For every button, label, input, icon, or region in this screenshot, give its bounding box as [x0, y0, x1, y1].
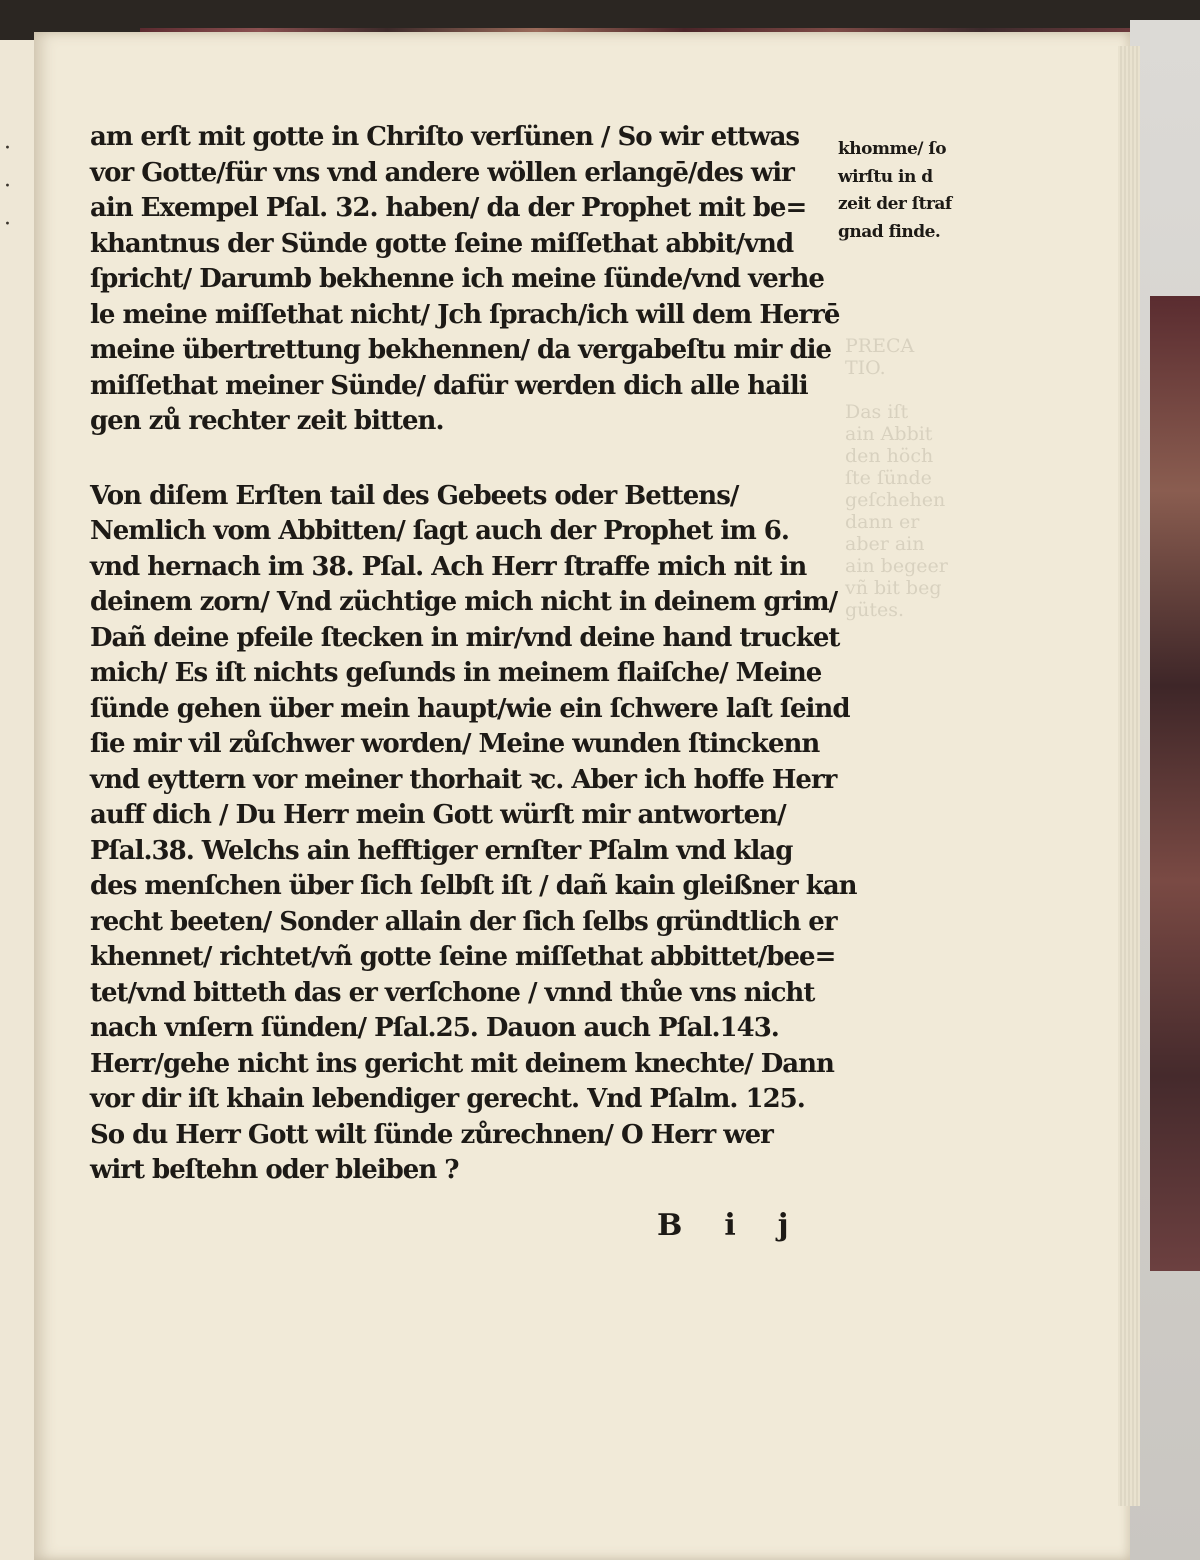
- text-line: des menſchen über ſich ſelbſt iſt / dañ kain gleißner kan: [90, 871, 857, 901]
- show-through-text: PRECA TIO. Das iſt ain Abbit den höch ſte ſünde geſchehen dann er aber ain ain begeer vñ bit beg gütes.: [845, 335, 948, 621]
- text-line: gen zů rechter zeit bitten.: [90, 406, 444, 436]
- text-line: nach vnſern ſünden/ Pſal.25. Dauon auch Pſal.143.: [90, 1013, 779, 1043]
- text-line: ain Exempel Pſal. 32. haben/ da der Prophet mit be=: [90, 193, 807, 223]
- margin-note: [838, 136, 978, 246]
- signature-number: ij: [724, 1208, 831, 1243]
- paragraph-gap: [90, 440, 835, 479]
- margin-note-line: gnad finde.: [838, 221, 941, 242]
- text-line: Herr/gehe nicht ins gericht mit deinem knechte/ Dann: [90, 1048, 834, 1079]
- text-line: Nemlich vom Abbitten/ ſagt auch der Prophet im 6.: [90, 516, 789, 546]
- margin-note-line: khomme/ ſo: [838, 139, 947, 159]
- marbled-board-right: [1150, 296, 1200, 1271]
- signature-mark: [657, 1208, 831, 1243]
- text-line: ſpricht/ Darumb bekhenne ich meine ſünde/vnd verhe: [90, 264, 824, 294]
- text-line: le meine miſſethat nicht/ Jch ſprach/ich will dem Herrē: [90, 299, 840, 330]
- text-line: auff dich / Du Herr mein Gott würſt mir antworten/: [90, 800, 786, 830]
- main-text-block: [90, 120, 857, 1189]
- margin-note-line: zeit der ſtraf: [838, 194, 952, 214]
- text-line: ſünde gehen über mein haupt/wie ein ſchwere laſt ſeind: [90, 693, 850, 724]
- text-line: mich/ Es iſt nichts geſunds in meinem flaiſche/ Meine: [90, 658, 822, 688]
- page-block-edges: [1118, 46, 1140, 1506]
- facing-page-edge: [0, 40, 35, 1560]
- text-line: vor Gotte/für vns vnd andere wöllen erlangē/des wir: [90, 157, 794, 188]
- text-line: Dañ deine pfeile ſtecken in mir/vnd deine hand trucket: [90, 622, 840, 653]
- text-line: Von diſem Erſten tail des Gebeets oder Bettens/: [90, 480, 739, 511]
- text-line: vor dir iſt khain lebendiger gerecht. Vnd Pſalm. 125.: [90, 1084, 805, 1114]
- text-line: vnd hernach im 38. Pſal. Ach Herr ſtraffe mich nit in: [90, 551, 807, 582]
- text-line: meine übertrettung bekhennen/ da vergabeſtu mir die: [90, 335, 832, 365]
- text-line: miſſethat meiner Sünde/ dafür werden dich alle haili: [90, 370, 808, 401]
- text-line: deinem zorn/ Vnd züchtige mich nicht in deinem grim/: [90, 587, 838, 617]
- facing-page-marks: · · ·: [4, 136, 11, 237]
- text-line: Pſal.38. Welchs ain hefftiger ernſter Pſalm vnd klag: [90, 835, 793, 866]
- signature-letter: B: [657, 1208, 725, 1243]
- text-line: wirt beſtehn oder bleiben ?: [90, 1155, 459, 1185]
- text-line: ſie mir vil zůſchwer worden/ Meine wunden ſtinckenn: [90, 729, 820, 759]
- text-line: recht beeten/ Sonder allain der ſich ſelbs gründtlich er: [90, 906, 837, 937]
- text-line: am erſt mit gotte in Chriſto verſünen / So wir ettwas: [90, 122, 800, 152]
- text-line: vnd eyttern vor meiner thorhait ꝛc. Aber ich hoffe Herr: [90, 764, 837, 795]
- text-line: tet/vnd bitteth das er verſchone / vnnd thůe vns nicht: [90, 977, 815, 1008]
- text-line: khennet/ richtet/vñ gotte ſeine miſſethat abbittet/bee=: [90, 942, 836, 972]
- text-line: khantnus der Sünde gotte ſeine miſſethat abbit/vnd: [90, 228, 794, 259]
- text-line: So du Herr Gott wilt ſünde zůrechnen/ O Herr wer: [90, 1119, 773, 1150]
- margin-note-line: wirſtu in d: [838, 166, 933, 187]
